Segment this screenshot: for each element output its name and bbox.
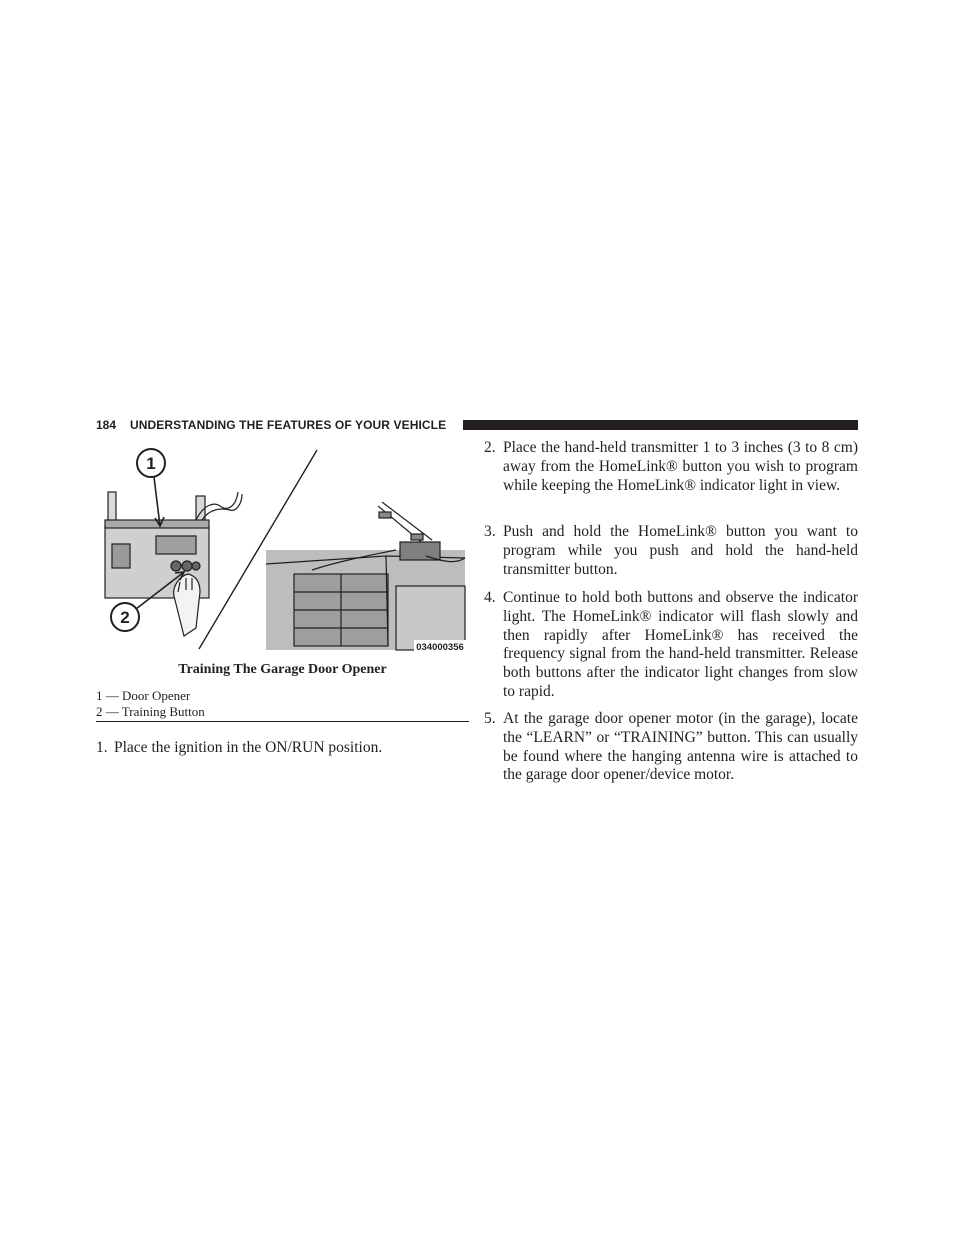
- svg-text:1: 1: [146, 454, 156, 473]
- step-2: [484, 439, 858, 495]
- step-number: 1.: [96, 739, 108, 756]
- step-1: [96, 739, 469, 758]
- figure-caption: Training The Garage Door Opener: [178, 662, 387, 677]
- step-text: Continue to hold both buttons and observe the indicator light. The HomeLink® indicator will flash slowly and then rapidly after HomeLink® has received the frequency signal from the hand-held transmitter. Release both buttons after the indicator light changes from slow to rapid.: [503, 589, 858, 700]
- step-5: [484, 710, 858, 785]
- callout-1-marker: [137, 449, 165, 526]
- step-text: Push and hold the HomeLink® button you want to program while you push and hold the hand-held transmitter button.: [503, 523, 858, 578]
- svg-text:2: 2: [120, 608, 130, 627]
- step-number: 3.: [484, 523, 496, 540]
- step-number: 4.: [484, 589, 496, 606]
- page-header: [96, 416, 858, 434]
- step-4: [484, 589, 858, 702]
- image-code-label: 034000356: [416, 642, 464, 653]
- step-number: 5.: [484, 710, 496, 727]
- garage-door-opener-illustration: [96, 446, 469, 656]
- legend-divider: [96, 721, 469, 722]
- legend-item-training-button: 2 — Training Button: [96, 703, 205, 719]
- step-number: 2.: [484, 439, 496, 456]
- step-text: Place the hand-held transmitter 1 to 3 inches (3 to 8 cm) away from the HomeLink® button you wish to program while keeping the HomeLink® indicator light in view.: [503, 439, 858, 494]
- page-number: 184: [96, 418, 117, 432]
- step-3: [484, 523, 858, 579]
- step-text: Place the ignition in the ON/RUN position.: [114, 739, 383, 756]
- figure-legend: [96, 688, 469, 719]
- legend-item-door-opener: 1 — Door Opener: [96, 688, 191, 703]
- header-rule-bar: [463, 420, 858, 430]
- step-text: At the garage door opener motor (in the garage), locate the “LEARN” or “TRAINING” button. This can usually be found where the hanging antenna wire is attached to the garage door opener/device motor.: [503, 710, 858, 784]
- garage-scene-drawing: [266, 502, 465, 650]
- section-title: UNDERSTANDING THE FEATURES OF YOUR VEHICLE: [130, 418, 447, 432]
